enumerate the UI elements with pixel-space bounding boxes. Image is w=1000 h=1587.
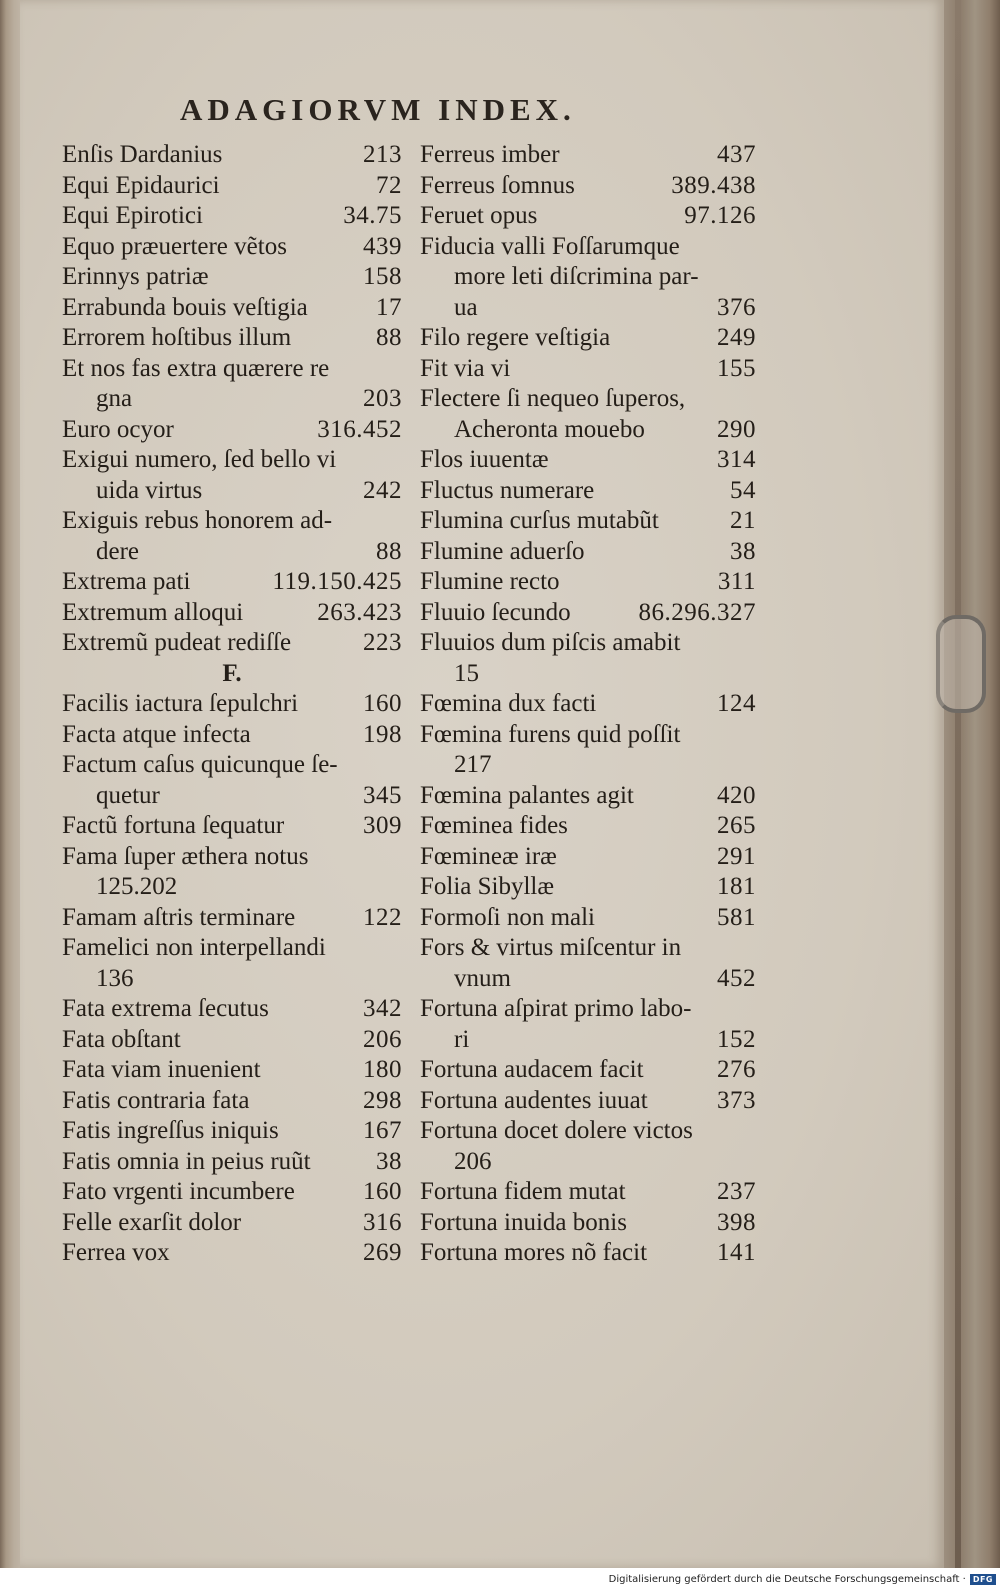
index-entry bbox=[62, 445, 402, 476]
entry-page-number: 34.75 bbox=[343, 202, 402, 229]
index-entry bbox=[62, 994, 402, 1025]
entry-page-number: 316 bbox=[363, 1208, 402, 1236]
entry-text: Acheronta mouebo bbox=[454, 415, 645, 443]
index-entry bbox=[420, 903, 756, 934]
index-entry bbox=[420, 140, 756, 171]
index-entry bbox=[62, 933, 402, 964]
entry-page-number: 223 bbox=[363, 629, 402, 656]
entry-page-number: 119.150.425 bbox=[272, 568, 402, 595]
entry-page-number: 97.126 bbox=[684, 202, 756, 229]
entry-page-number: 437 bbox=[717, 141, 756, 168]
index-entry bbox=[420, 994, 756, 1025]
entry-text: Extrema pati bbox=[62, 568, 191, 595]
entry-page-number: 160 bbox=[363, 690, 402, 717]
index-entry bbox=[420, 811, 756, 842]
entry-text: Flos iuuentæ bbox=[420, 446, 549, 473]
entry-text: Fluuios dum piſcis amabit bbox=[420, 629, 681, 656]
entry-text: Exigui numero, ſed bello vi bbox=[62, 446, 337, 473]
entry-text: Famelici non interpellandi bbox=[62, 934, 326, 961]
index-column-left bbox=[62, 140, 402, 1269]
entry-page-number: 17 bbox=[376, 293, 402, 321]
entry-page-number: 88 bbox=[376, 537, 402, 565]
index-entry bbox=[62, 1147, 402, 1178]
entry-page-number: 38 bbox=[730, 537, 756, 565]
entry-text: uida virtus bbox=[96, 476, 203, 504]
entry-page-number: 581 bbox=[717, 903, 756, 931]
entry-page-number: 439 bbox=[363, 232, 402, 260]
entry-page-number: 263.423 bbox=[317, 598, 402, 626]
entry-text: quetur bbox=[96, 781, 160, 809]
index-entry bbox=[62, 1086, 402, 1117]
entry-page-number: 213 bbox=[363, 141, 402, 168]
entry-page-number: 206 bbox=[363, 1025, 402, 1053]
entry-text: 217 bbox=[454, 751, 492, 778]
entry-text: Fata viam inuenient bbox=[62, 1056, 261, 1083]
entry-text: Fata extrema ſecutus bbox=[62, 995, 269, 1022]
entry-page-number: 291 bbox=[717, 842, 756, 870]
entry-text: Fata obſtant bbox=[62, 1025, 181, 1053]
entry-text: Fortuna audentes iuuat bbox=[420, 1086, 648, 1114]
index-entry bbox=[62, 323, 402, 354]
index-entry bbox=[420, 293, 756, 324]
entry-text: ua bbox=[454, 293, 478, 321]
index-entry bbox=[420, 1238, 756, 1269]
entry-text: Fatis ingreſſus iniquis bbox=[62, 1117, 279, 1144]
index-column-right bbox=[420, 140, 756, 1269]
index-entry bbox=[420, 689, 756, 720]
entry-text: Folia Sibyllæ bbox=[420, 873, 555, 900]
entry-text: Ferreus imber bbox=[420, 141, 560, 168]
entry-page-number: 158 bbox=[363, 263, 402, 290]
page-heading: ADAGIORVM INDEX. bbox=[180, 92, 576, 127]
entry-page-number: 237 bbox=[717, 1178, 756, 1205]
index-entry bbox=[62, 171, 402, 202]
index-entry bbox=[420, 628, 756, 659]
index-entry bbox=[420, 964, 756, 995]
entry-page-number: 298 bbox=[363, 1086, 402, 1114]
entry-page-number: 122 bbox=[363, 903, 402, 931]
index-entry bbox=[420, 506, 756, 537]
entry-page-number: 290 bbox=[717, 415, 756, 443]
index-entry bbox=[420, 842, 756, 873]
entry-page-number: 21 bbox=[730, 507, 756, 534]
entry-page-number: 276 bbox=[717, 1056, 756, 1083]
entry-page-number: 152 bbox=[717, 1025, 756, 1053]
index-entry bbox=[420, 384, 756, 415]
index-entry bbox=[420, 872, 756, 903]
entry-page-number: 345 bbox=[363, 781, 402, 809]
entry-text: Extremum alloqui bbox=[62, 598, 244, 626]
index-entry bbox=[420, 659, 756, 690]
index-entry bbox=[420, 567, 756, 598]
entry-text: Fœmina palantes agit bbox=[420, 781, 634, 809]
index-entry bbox=[62, 811, 402, 842]
entry-text: Equo præuertere vẽtos bbox=[62, 232, 287, 260]
index-entry bbox=[420, 415, 756, 446]
entry-text: Exiguis rebus honorem ad- bbox=[62, 507, 333, 534]
entry-text: Flectere ſi nequeo ſuperos, bbox=[420, 385, 686, 412]
index-entry bbox=[420, 201, 756, 232]
entry-page-number: 88 bbox=[376, 324, 402, 351]
entry-text: Equi Epirotici bbox=[62, 202, 203, 229]
index-entry bbox=[62, 354, 402, 385]
index-entry bbox=[62, 720, 402, 751]
entry-text: Euro ocyor bbox=[62, 415, 174, 443]
section-letter bbox=[62, 659, 402, 690]
index-entry bbox=[62, 781, 402, 812]
entry-text: Filo regere veſtigia bbox=[420, 324, 611, 351]
entry-text: Equi Epidaurici bbox=[62, 171, 220, 199]
entry-text: F. bbox=[222, 659, 242, 687]
entry-text: Fœminea fides bbox=[420, 812, 568, 839]
footer-credit bbox=[0, 1571, 1000, 1587]
index-entry bbox=[62, 842, 402, 873]
entry-text: Fit via vi bbox=[420, 354, 511, 382]
index-entry bbox=[62, 1208, 402, 1239]
entry-text: gna bbox=[96, 385, 133, 412]
entry-text: Erinnys patriæ bbox=[62, 263, 209, 290]
index-entry bbox=[420, 171, 756, 202]
index-entry bbox=[62, 506, 402, 537]
entry-page-number: 242 bbox=[363, 476, 402, 504]
entry-page-number: 311 bbox=[717, 568, 756, 595]
entry-page-number: 376 bbox=[717, 293, 756, 321]
entry-page-number: 124 bbox=[717, 690, 756, 717]
entry-text: Formoſi non mali bbox=[420, 903, 595, 931]
entry-text: Fatis omnia in peius ruũt bbox=[62, 1147, 311, 1175]
entry-page-number: 249 bbox=[717, 324, 756, 351]
index-entry bbox=[420, 933, 756, 964]
entry-text: Famam aſtris terminare bbox=[62, 903, 296, 931]
index-entry bbox=[420, 354, 756, 385]
entry-text: Fortuna docet dolere victos bbox=[420, 1117, 693, 1144]
index-entry bbox=[62, 903, 402, 934]
index-entry bbox=[420, 1177, 756, 1208]
entry-page-number: 141 bbox=[717, 1239, 756, 1266]
entry-page-number: 373 bbox=[717, 1086, 756, 1114]
index-entry bbox=[420, 720, 756, 751]
index-entry bbox=[62, 567, 402, 598]
footer-text: Digitalisierung gefördert durch die Deutsche Forschungsgemeinschaft · bbox=[608, 1573, 966, 1585]
entry-text: Flumine aduerſo bbox=[420, 537, 585, 565]
index-entry bbox=[420, 1147, 756, 1178]
index-entry bbox=[62, 1055, 402, 1086]
entry-page-number: 198 bbox=[363, 720, 402, 748]
entry-text: Fluuio ſecundo bbox=[420, 598, 571, 626]
index-entry bbox=[62, 1238, 402, 1269]
entry-text: 136 bbox=[96, 964, 134, 992]
index-entry bbox=[62, 598, 402, 629]
entry-text: Ferreus ſomnus bbox=[420, 171, 575, 199]
entry-text: vnum bbox=[454, 964, 511, 992]
entry-page-number: 180 bbox=[363, 1056, 402, 1083]
entry-text: Facta atque infecta bbox=[62, 720, 251, 748]
entry-page-number: 389.438 bbox=[671, 171, 756, 199]
index-entry bbox=[62, 384, 402, 415]
entry-text: Fœmina dux facti bbox=[420, 690, 597, 717]
entry-text: Fato vrgenti incumbere bbox=[62, 1178, 295, 1205]
entry-page-number: 72 bbox=[376, 171, 402, 199]
entry-text: Flumine recto bbox=[420, 568, 560, 595]
index-entry bbox=[420, 1208, 756, 1239]
index-entry bbox=[62, 201, 402, 232]
entry-text: Fortuna audacem facit bbox=[420, 1056, 644, 1083]
book-clasp bbox=[936, 615, 986, 713]
index-entry bbox=[62, 476, 402, 507]
index-entry bbox=[420, 476, 756, 507]
index-entry bbox=[62, 293, 402, 324]
entry-page-number: 181 bbox=[717, 873, 756, 900]
entry-text: Fama ſuper æthera notus bbox=[62, 842, 309, 870]
index-entry bbox=[420, 1116, 756, 1147]
entry-text: Fœmina furens quid poſſit bbox=[420, 720, 681, 748]
entry-text: Fortuna fidem mutat bbox=[420, 1178, 626, 1205]
entry-text: Feruet opus bbox=[420, 202, 538, 229]
entry-text: Ferrea vox bbox=[62, 1239, 170, 1266]
entry-page-number: 86.296.327 bbox=[638, 598, 756, 626]
entry-page-number: 314 bbox=[717, 446, 756, 473]
index-entry bbox=[62, 262, 402, 293]
dfg-logo: DFG bbox=[970, 1574, 996, 1585]
entry-text: Felle exarſit dolor bbox=[62, 1208, 242, 1236]
index-entry bbox=[420, 1025, 756, 1056]
index-entry bbox=[62, 872, 402, 903]
entry-text: dere bbox=[96, 537, 140, 565]
entry-page-number: 155 bbox=[717, 354, 756, 382]
entry-page-number: 269 bbox=[363, 1239, 402, 1266]
entry-text: Fiducia valli Foſſarumque bbox=[420, 232, 680, 260]
index-entry bbox=[420, 537, 756, 568]
entry-text: Fatis contraria fata bbox=[62, 1086, 250, 1114]
entry-text: Flumina curſus mutabũt bbox=[420, 507, 659, 534]
entry-text: Extremũ pudeat rediſſe bbox=[62, 629, 292, 656]
entry-page-number: 54 bbox=[730, 476, 756, 504]
entry-text: Fortuna aſpirat primo labo- bbox=[420, 995, 692, 1022]
index-entry bbox=[420, 232, 756, 263]
index-entry bbox=[62, 689, 402, 720]
page-edge bbox=[955, 0, 961, 1568]
entry-page-number: 309 bbox=[363, 812, 402, 839]
index-entry bbox=[420, 598, 756, 629]
entry-text: Enſis Dardanius bbox=[62, 141, 223, 168]
index-entry bbox=[62, 964, 402, 995]
entry-page-number: 167 bbox=[363, 1117, 402, 1144]
index-entry bbox=[420, 781, 756, 812]
entry-text: Et nos fas extra quærere re bbox=[62, 354, 330, 382]
entry-text: ri bbox=[454, 1025, 470, 1053]
index-entry bbox=[62, 232, 402, 263]
index-entry bbox=[420, 750, 756, 781]
entry-text: Facilis iactura ſepulchri bbox=[62, 690, 299, 717]
index-entry bbox=[62, 628, 402, 659]
entry-text: Fortuna mores nõ facit bbox=[420, 1239, 648, 1266]
entry-page-number: 316.452 bbox=[317, 415, 402, 443]
entry-text: Fluctus numerare bbox=[420, 476, 595, 504]
entry-page-number: 342 bbox=[363, 995, 402, 1022]
index-entry bbox=[62, 1177, 402, 1208]
entry-text: more leti diſcrimina par- bbox=[454, 263, 699, 290]
entry-text: Fœmineæ iræ bbox=[420, 842, 557, 870]
index-entry bbox=[62, 1025, 402, 1056]
index-entry bbox=[62, 750, 402, 781]
entry-page-number: 265 bbox=[717, 812, 756, 839]
entry-text: Errorem hoſtibus illum bbox=[62, 324, 292, 351]
index-entry bbox=[420, 262, 756, 293]
entry-text: Factũ fortuna ſequatur bbox=[62, 812, 285, 839]
entry-page-number: 452 bbox=[717, 964, 756, 992]
entry-page-number: 203 bbox=[363, 385, 402, 412]
entry-text: Errabunda bouis veſtigia bbox=[62, 293, 308, 321]
entry-page-number: 420 bbox=[717, 781, 756, 809]
index-entry bbox=[420, 445, 756, 476]
index-entry bbox=[62, 537, 402, 568]
entry-page-number: 160 bbox=[363, 1178, 402, 1205]
entry-text: Fortuna inuida bonis bbox=[420, 1208, 627, 1236]
entry-text: Factum caſus quicunque ſe- bbox=[62, 751, 338, 778]
index-entry bbox=[62, 1116, 402, 1147]
entry-text: 125.202 bbox=[96, 873, 178, 900]
entry-text: 15 bbox=[454, 659, 479, 687]
index-entry bbox=[420, 1055, 756, 1086]
entry-text: 206 bbox=[454, 1147, 492, 1175]
entry-text: Fors & virtus miſcentur in bbox=[420, 934, 682, 961]
index-entry bbox=[62, 415, 402, 446]
entry-page-number: 38 bbox=[376, 1147, 402, 1175]
index-entry bbox=[62, 140, 402, 171]
index-entry bbox=[420, 1086, 756, 1117]
entry-page-number: 398 bbox=[717, 1208, 756, 1236]
index-entry bbox=[420, 323, 756, 354]
